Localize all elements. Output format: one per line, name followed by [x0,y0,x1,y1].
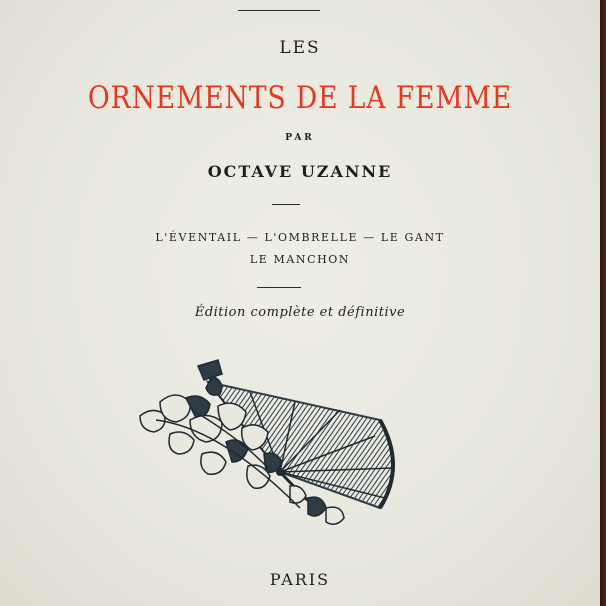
top-rule [238,10,320,11]
edition-note: Édition complète et définitive [194,305,406,320]
article-text: LES [279,38,321,58]
fan-with-flowers-icon [130,358,415,530]
subjects-line-1: L'ÉVENTAIL — L'OMBRELLE — LE GANT [155,231,445,244]
publication-city: PARIS [269,570,331,589]
by-text: PAR [285,133,315,143]
subjects-rule [257,287,301,288]
author-name: OCTAVE UZANNE [207,162,393,181]
book-title: ORNEMENTS DE LA FEMME [87,80,513,116]
author-rule [272,204,300,205]
subjects-line-2: LE MANCHON [249,253,351,266]
book-cover-edge [600,0,606,606]
